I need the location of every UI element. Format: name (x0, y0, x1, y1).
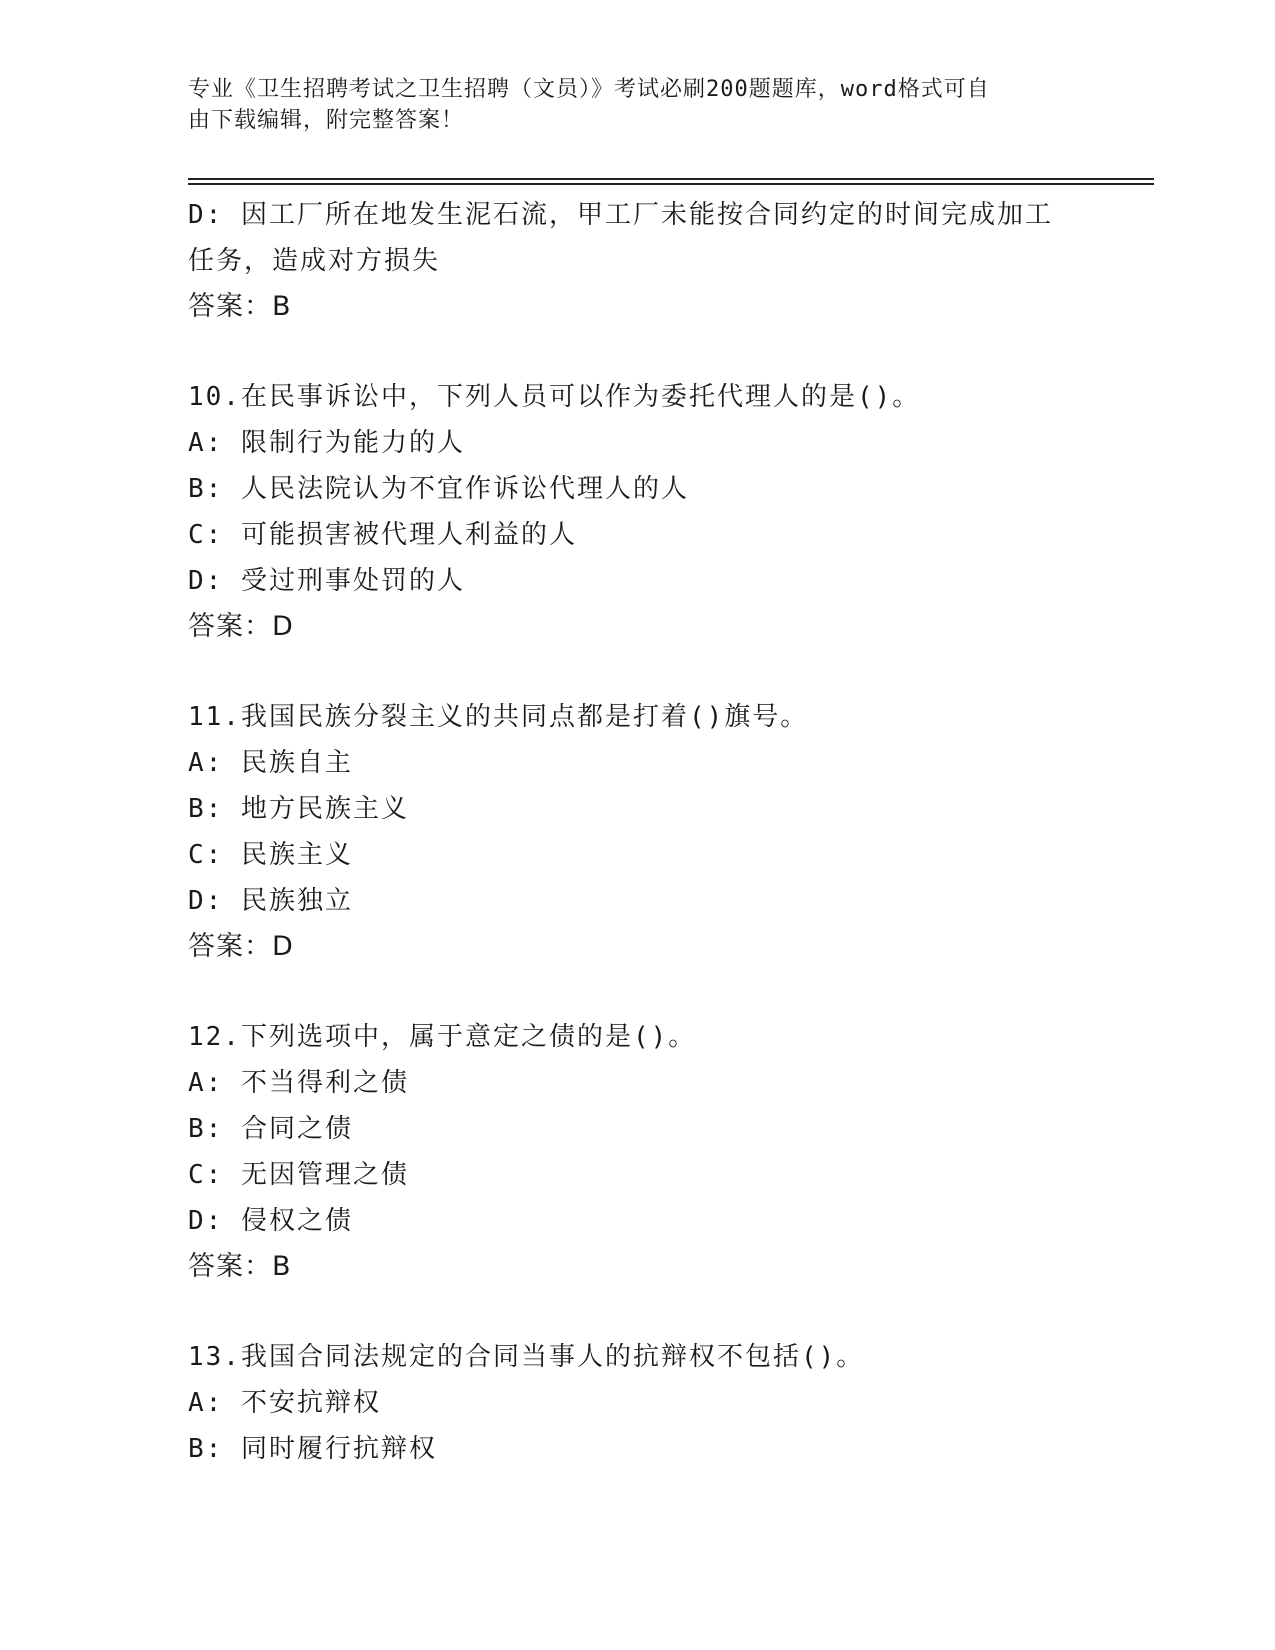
option-a: A: 不安抗辩权 (188, 1388, 381, 1418)
spacer (188, 970, 1088, 1014)
spacer (188, 330, 1088, 374)
header-line-1: 专业《卫生招聘考试之卫生招聘（文员）》考试必刷200题题库，word格式可自 (188, 77, 990, 102)
spacer (188, 650, 1088, 694)
option-c: C: 可能损害被代理人利益的人 (188, 520, 577, 550)
option-d: D: 民族独立 (188, 886, 353, 916)
question-13 (188, 1334, 1088, 1472)
option-a: A: 民族自主 (188, 748, 353, 778)
question-11 (188, 694, 1088, 970)
option-d-continued: 任务，造成对方损失 (188, 246, 441, 276)
answer: 答案：B (188, 1251, 292, 1282)
option-c: C: 民族主义 (188, 840, 353, 870)
question-9-continued (188, 192, 1088, 330)
option-d: D: 因工厂所在地发生泥石流，甲工厂未能按合同约定的时间完成加工 (188, 200, 1053, 230)
question-12 (188, 1014, 1088, 1290)
question-stem: 11.我国民族分裂主义的共同点都是打着()旗号。 (188, 702, 809, 732)
option-d: D: 侵权之债 (188, 1206, 353, 1236)
question-stem: 10.在民事诉讼中，下列人员可以作为委托代理人的是()。 (188, 382, 921, 412)
question-stem: 13.我国合同法规定的合同当事人的抗辩权不包括()。 (188, 1342, 865, 1372)
option-a: A: 不当得利之债 (188, 1068, 409, 1098)
option-d: D: 受过刑事处罚的人 (188, 566, 465, 596)
header-divider-bottom (188, 183, 1154, 185)
option-b: B: 同时履行抗辩权 (188, 1434, 437, 1464)
header-divider-top (188, 178, 1154, 180)
question-stem: 12.下列选项中，属于意定之债的是()。 (188, 1022, 697, 1052)
option-b: B: 合同之债 (188, 1114, 353, 1144)
question-10 (188, 374, 1088, 650)
answer: 答案：D (188, 611, 294, 642)
question-list (188, 192, 1088, 1472)
option-a: A: 限制行为能力的人 (188, 428, 465, 458)
answer: 答案：D (188, 931, 294, 962)
option-c: C: 无因管理之债 (188, 1160, 409, 1190)
option-b: B: 地方民族主义 (188, 794, 409, 824)
option-b: B: 人民法院认为不宜作诉讼代理人的人 (188, 474, 689, 504)
spacer (188, 1290, 1088, 1334)
header-line-2: 由下载编辑，附完整答案！ (188, 108, 465, 133)
answer: 答案：B (188, 291, 292, 322)
page-header (188, 74, 1088, 136)
